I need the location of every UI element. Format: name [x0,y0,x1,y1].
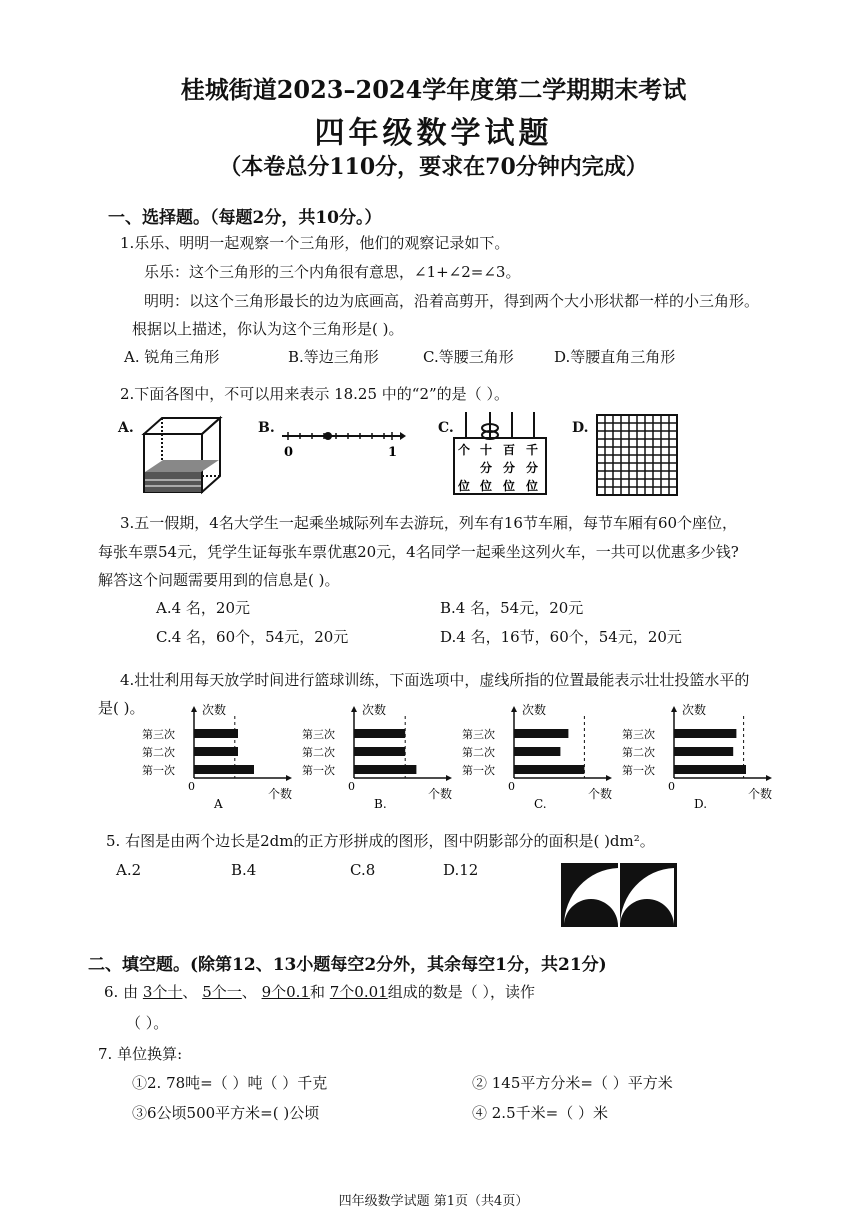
bar [194,765,254,774]
q2-label-d: D. [572,420,589,436]
x-axis-title: 个数 [268,787,293,801]
q7-item-2: ② 145平方分米=（ ）平方米 [472,1074,673,1092]
q5-shaded-figure [560,862,678,928]
q7-item-1: ①2. 78吨=（ ）吨（ ）千克 [132,1074,328,1092]
q2-label-c: C. [438,420,454,436]
y-axis-title: 次数 [522,703,547,717]
q2-cube-figure [140,412,224,496]
number-line-one: 1 [388,445,398,460]
y-axis-title: 次数 [682,703,707,717]
bar [354,747,405,756]
svg-text:位: 位 [503,479,516,493]
svg-text:分: 分 [480,461,493,475]
q4-line1: 4.壮壮利用每天放学时间进行篮球训练，下面选项中，虚线所指的位置最能表示壮壮投篮水平的 [120,671,750,689]
row-label: 第三次 [622,728,655,741]
row-label: 第一次 [142,764,175,777]
svg-text:位: 位 [480,479,493,493]
q2-stem: 2.下面各图中，不可以用来表示 18.25 中的“2”的是（ ）。 [120,385,509,403]
q2-label-a: A. [118,420,134,436]
q3-option-a: A.4 名，20元 [156,599,250,617]
q4-chart-c [460,702,620,814]
bar [354,729,405,738]
svg-text:分: 分 [503,461,516,475]
axis-zero: 0 [668,780,675,793]
bar [674,765,746,774]
q1-mingming: 明明：以这个三角形最长的边为底画高，沿着高剪开，得到两个大小形状都一样的小三角形。 [144,292,760,310]
q1-option-a: A. 锐角三角形 [124,348,220,366]
exam-subject-title: 四年级数学试题 [314,116,553,151]
x-axis-title: 个数 [748,787,773,801]
bar [514,729,568,738]
svg-text:位: 位 [526,479,539,493]
row-label: 第二次 [462,746,495,759]
svg-text:千: 千 [526,443,539,457]
q5-stem: 5. 右图是由两个边长是2dm的正方形拼成的图形，图中阴影部分的面积是( )dm²。 [106,832,655,850]
bar [674,747,733,756]
row-label: 第三次 [302,728,335,741]
q3-line1: 3.五一假期，4名大学生一起乘坐城际列车去游玩，列车有16节车厢，每节车厢有60个座位， [120,514,738,532]
q4-line2: 是( )。 [98,699,145,717]
bar [194,747,238,756]
q7-title: 7. 单位换算: [98,1045,183,1063]
bar [354,765,416,774]
q3-option-b: B.4 名，54元，20元 [440,599,584,617]
svg-text:分: 分 [526,461,539,475]
row-label: 第一次 [462,764,495,777]
q1-option-d: D.等腰直角三角形 [554,348,676,366]
bar [514,747,560,756]
bar [514,765,584,774]
axis-zero: 0 [348,780,355,793]
q1-option-b: B.等边三角形 [288,348,379,366]
axis-zero: 0 [188,780,195,793]
q2-hundred-grid [596,414,678,496]
q4-chart-b [300,702,460,814]
q6-line2: （ ）。 [126,1014,169,1032]
q5-option-c: C.8 [350,861,376,879]
y-axis-title: 次数 [362,703,387,717]
option-label: A [214,797,223,811]
q5-option-a: A.2 [116,861,142,879]
row-label: 第二次 [142,746,175,759]
q1-ask: 根据以上描述，你认为这个三角形是( )。 [132,320,404,338]
exam-title: 桂城街道2023–2024学年度第二学期期末考试 [180,75,687,104]
q3-option-d: D.4 名，16节，60个，54元，20元 [440,628,682,646]
row-label: 第二次 [622,746,655,759]
number-line-zero: 0 [284,445,294,460]
option-label: D. [694,797,708,811]
bar [674,729,736,738]
q3-option-c: C.4 名，60个，54元，20元 [156,628,349,646]
q1-option-c: C.等腰三角形 [423,348,514,366]
section-2-title: 二、填空题。(除第12、13小题每空2分外，其余每空1分，共21分) [88,955,607,975]
q1-stem: 1.乐乐、明明一起观察一个三角形，他们的观察记录如下。 [120,234,510,252]
row-label: 第三次 [142,728,175,741]
svg-text:十: 十 [480,443,493,457]
q2-place-value-figure [450,410,550,498]
svg-text:百: 百 [503,443,516,457]
axis-zero: 0 [508,780,515,793]
q2-label-b: B. [258,420,275,436]
x-axis-title: 个数 [588,787,613,801]
row-label: 第二次 [302,746,335,759]
option-label: C. [534,797,547,811]
row-label: 第三次 [462,728,495,741]
q6-line1: 6. 由 3个十、 5个一、 9个0.1和 7个0.01组成的数是（ ），读作 [104,983,535,1001]
row-label: 第一次 [302,764,335,777]
q5-option-b: B.4 [231,861,257,879]
q3-line3: 解答这个问题需要用到的信息是( )。 [98,571,340,589]
q3-line2: 每张车票54元，凭学生证每张车票优惠20元，4名同学一起乘坐这列火车，一共可以优惠多少钱? [98,543,739,561]
q2-number-line [276,420,406,460]
q7-item-4: ④ 2.5千米=（ ）米 [472,1104,608,1122]
svg-text:个: 个 [458,443,471,457]
q4-chart-d [620,702,780,814]
svg-text:位: 位 [458,479,471,493]
y-axis-title: 次数 [202,703,227,717]
row-label: 第一次 [622,764,655,777]
x-axis-title: 个数 [428,787,453,801]
q7-item-3: ③6公顷500平方米=( )公顷 [132,1104,320,1122]
section-1-title: 一、选择题。（每题2分，共10分。） [108,208,382,228]
q1-lele: 乐乐：这个三角形的三个内角很有意思，∠1+∠2=∠3。 [144,263,521,281]
option-label: B. [374,797,387,811]
q4-chart-a [140,702,300,814]
bar [194,729,238,738]
exam-instructions: （本卷总分110分，要求在70分钟内完成） [219,154,648,180]
q5-option-d: D.12 [443,861,479,879]
page-footer: 四年级数学试题 第1页（共4页） [338,1194,529,1209]
